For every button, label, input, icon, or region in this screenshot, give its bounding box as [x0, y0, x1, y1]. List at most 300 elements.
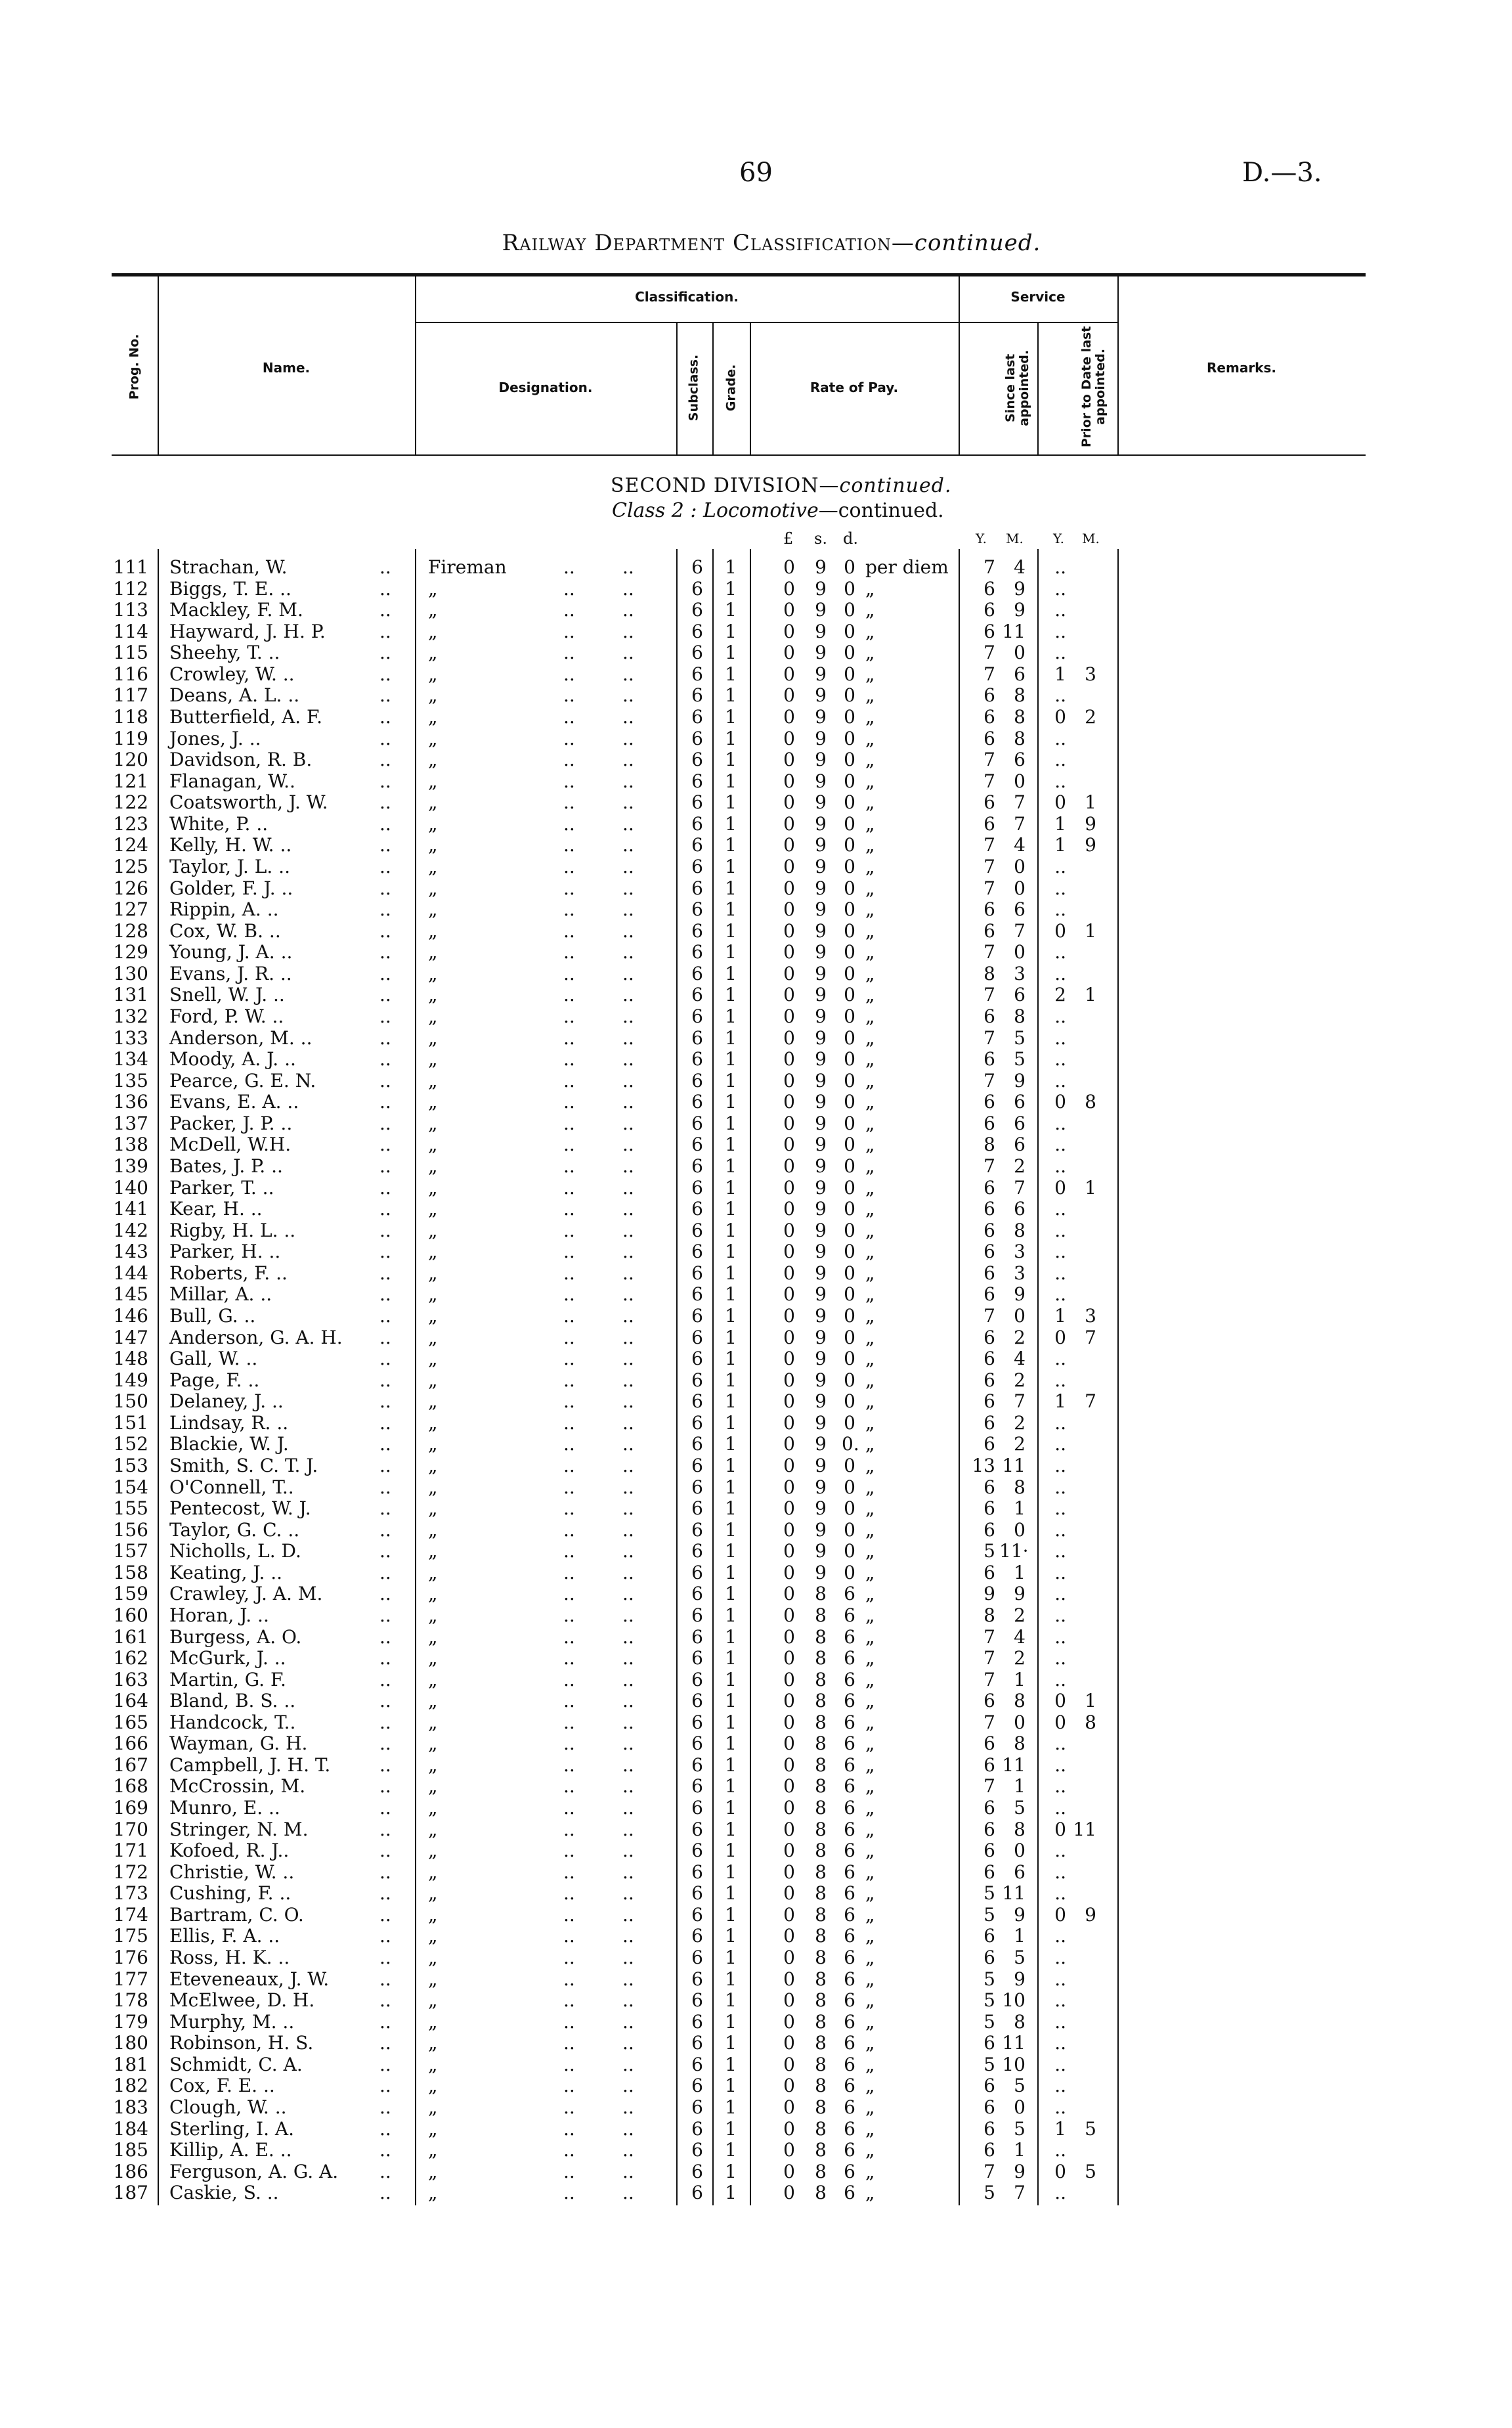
cell-leader: ..	[622, 1476, 634, 1498]
cell-grade: 1	[725, 1219, 737, 1241]
cell-prior-months: 2	[1085, 705, 1096, 728]
cell-since-years: 6	[983, 2032, 995, 2054]
class-name: Locomotive	[703, 499, 819, 522]
cell-prog-no: 119	[113, 727, 148, 749]
cell-leader: ..	[379, 1561, 391, 1583]
cell-designation: „	[428, 2160, 438, 2182]
cell-pay-pence: 6	[844, 1647, 855, 1669]
cell-prior-years: ..	[1054, 1583, 1066, 1605]
cell-designation: „	[428, 1882, 438, 1905]
cell-pay-pounds: 0	[783, 1840, 795, 1862]
cell-since-years: 6	[983, 1048, 995, 1071]
cell-since-years: 6	[983, 727, 995, 749]
cell-pay-pence: 6	[844, 2160, 855, 2182]
cell-name: Pearce, G. E. N.	[169, 1069, 316, 1092]
cell-since-years: 13	[972, 1454, 995, 1476]
cell-grade: 1	[725, 1497, 737, 1520]
cell-pay-unit: „	[865, 620, 875, 642]
cell-since-months: 8	[1014, 1005, 1026, 1027]
cell-subclass: 6	[691, 1112, 703, 1134]
cell-pay-pence: 6	[844, 2182, 855, 2204]
cell-name: Moody, A. J. ..	[169, 1048, 296, 1071]
cell-pay-pounds: 0	[783, 877, 795, 899]
cell-prior-years: ..	[1054, 962, 1066, 984]
cell-name: Killip, A. E. ..	[169, 2139, 292, 2161]
cell-pay-unit: „	[865, 684, 875, 707]
cell-pay-unit: „	[865, 1348, 875, 1370]
cell-leader: ..	[379, 984, 391, 1006]
cell-designation: „	[428, 1690, 438, 1712]
cell-pay-shillings: 9	[815, 1454, 827, 1476]
cell-leader: ..	[379, 684, 391, 707]
cell-pay-pounds: 0	[783, 1091, 795, 1113]
cell-name: Clough, W. ..	[169, 2096, 287, 2119]
cell-leader: ..	[622, 1304, 634, 1327]
cell-prior-months: 5	[1085, 2160, 1096, 2182]
cell-pay-shillings: 9	[815, 749, 827, 771]
cell-name: Crawley, J. A. M.	[169, 1583, 323, 1605]
cell-pay-pence: 0	[844, 941, 855, 963]
cell-prog-no: 176	[113, 1947, 148, 1969]
cell-since-years: 6	[983, 620, 995, 642]
cell-name: Keating, J. ..	[169, 1561, 283, 1583]
cell-pay-pence: 6	[844, 1668, 855, 1690]
cell-prog-no: 131	[113, 984, 148, 1006]
cell-designation: „	[428, 1925, 438, 1947]
cell-prior-years: ..	[1054, 749, 1066, 771]
cell-prior-years: ..	[1054, 1476, 1066, 1498]
cell-leader: ..	[622, 855, 634, 877]
cell-pay-shillings: 8	[815, 1989, 827, 2012]
cell-since-years: 6	[983, 791, 995, 814]
cell-leader: ..	[379, 1925, 391, 1947]
cell-grade: 1	[725, 1733, 737, 1755]
cell-since-months: 8	[1014, 1219, 1026, 1241]
cell-since-months: 10	[1002, 2053, 1026, 2075]
cell-grade: 1	[725, 1176, 737, 1199]
cell-name: Ferguson, A. G. A.	[169, 2160, 339, 2182]
cell-prior-years: ..	[1054, 1369, 1066, 1391]
cell-prior-years: ..	[1054, 1241, 1066, 1263]
cell-since-months: 0	[1014, 941, 1026, 963]
cell-pay-pence: 0	[844, 962, 855, 984]
cell-prior-years: 1	[1054, 812, 1066, 835]
header-service: Service	[1010, 289, 1066, 305]
cell-since-months: 1	[1014, 2139, 1026, 2161]
cell-since-years: 6	[983, 1198, 995, 1220]
cell-name: Kofoed, R. J..	[169, 1840, 290, 1862]
cell-designation: „	[428, 663, 438, 685]
cell-leader: ..	[563, 1625, 575, 1648]
cell-leader: ..	[563, 1304, 575, 1327]
cell-pay-pence: 6	[844, 1861, 855, 1883]
cell-prior-years: ..	[1054, 1518, 1066, 1541]
cell-leader: ..	[379, 1604, 391, 1626]
cell-pay-pence: 0	[844, 1561, 855, 1583]
cell-pay-pounds: 0	[783, 2160, 795, 2182]
cell-pay-unit: „	[865, 877, 875, 899]
cell-pay-pence: 0	[844, 1198, 855, 1220]
cell-grade: 1	[725, 919, 737, 942]
cell-since-months: 0	[1014, 770, 1026, 792]
cell-leader: ..	[622, 834, 634, 856]
cell-pay-pence: 0	[844, 984, 855, 1006]
cell-leader: ..	[563, 1733, 575, 1755]
cell-leader: ..	[622, 1134, 634, 1156]
cell-since-months: 11	[1002, 1754, 1026, 1776]
cell-pay-shillings: 8	[815, 1861, 827, 1883]
cell-since-months: 6	[1014, 898, 1026, 921]
cell-pay-pence: 0	[844, 1005, 855, 1027]
cell-since-months: 0	[1014, 1840, 1026, 1862]
cell-leader: ..	[563, 812, 575, 835]
cell-prog-no: 185	[113, 2139, 148, 2161]
cell-grade: 1	[725, 1818, 737, 1840]
cell-prog-no: 152	[113, 1433, 148, 1455]
cell-leader: ..	[379, 2075, 391, 2097]
cell-leader: ..	[622, 1176, 634, 1199]
cell-prog-no: 126	[113, 877, 148, 899]
cell-since-years: 6	[983, 1176, 995, 1199]
cell-grade: 1	[725, 620, 737, 642]
cell-pay-pounds: 0	[783, 2117, 795, 2140]
cell-since-months: 1	[1014, 1497, 1026, 1520]
cell-grade: 1	[725, 1711, 737, 1733]
cell-leader: ..	[379, 1903, 391, 1926]
cell-since-years: 6	[983, 684, 995, 707]
cell-grade: 1	[725, 2032, 737, 2054]
cell-leader: ..	[379, 1690, 391, 1712]
cell-since-months: 0	[1014, 2096, 1026, 2119]
cell-since-months: 8	[1014, 1476, 1026, 1498]
cell-name: Caskie, S. ..	[169, 2182, 279, 2204]
cell-leader: ..	[622, 1947, 634, 1969]
cell-pay-unit: „	[865, 1454, 875, 1476]
cell-since-years: 6	[983, 1348, 995, 1370]
cell-prog-no: 132	[113, 1005, 148, 1027]
cell-subclass: 6	[691, 941, 703, 963]
cell-name: Robinson, H. S.	[169, 2032, 314, 2054]
cell-leader: ..	[379, 1797, 391, 1819]
cell-since-years: 6	[983, 1733, 995, 1755]
cell-name: Burgess, A. O.	[169, 1625, 302, 1648]
cell-since-months: 2	[1014, 1647, 1026, 1669]
cell-pay-unit: „	[865, 749, 875, 771]
cell-prior-years: ..	[1054, 1989, 1066, 2012]
cell-pay-shillings: 8	[815, 1797, 827, 1819]
cell-leader: ..	[622, 1989, 634, 2012]
cell-leader: ..	[563, 1754, 575, 1776]
cell-pay-pounds: 0	[783, 1518, 795, 1541]
cell-leader: ..	[622, 1155, 634, 1177]
cell-subclass: 6	[691, 984, 703, 1006]
cell-pay-shillings: 8	[815, 2160, 827, 2182]
cell-prior-months: 9	[1085, 1903, 1096, 1926]
cell-since-years: 5	[983, 1882, 995, 1905]
cell-prog-no: 122	[113, 791, 148, 814]
cell-leader: ..	[563, 1283, 575, 1306]
cell-prior-years: ..	[1054, 855, 1066, 877]
cell-prog-no: 111	[113, 556, 148, 578]
cell-subclass: 6	[691, 898, 703, 921]
cell-subclass: 6	[691, 1818, 703, 1840]
cell-grade: 1	[725, 2160, 737, 2182]
cell-prog-no: 163	[113, 1668, 148, 1690]
cell-pay-pounds: 0	[783, 1283, 795, 1306]
cell-pay-pounds: 0	[783, 1583, 795, 1605]
cell-pay-shillings: 9	[815, 1241, 827, 1263]
cell-since-months: 1	[1014, 1561, 1026, 1583]
cell-pay-unit: „	[865, 1176, 875, 1199]
cell-since-years: 7	[983, 1668, 995, 1690]
cell-pay-shillings: 9	[815, 1134, 827, 1156]
cell-designation: „	[428, 1112, 438, 1134]
cell-designation: „	[428, 1818, 438, 1840]
cell-name: Parker, T. ..	[169, 1176, 274, 1199]
cell-pay-pence: 6	[844, 1818, 855, 1840]
cell-pay-unit: „	[865, 791, 875, 814]
cell-leader: ..	[622, 1069, 634, 1092]
cell-prior-years: ..	[1054, 1540, 1066, 1562]
cell-since-months: 4	[1014, 1348, 1026, 1370]
cell-pay-pounds: 0	[783, 642, 795, 664]
cell-prior-years: 0	[1054, 2160, 1066, 2182]
cell-name: Page, F. ..	[169, 1369, 260, 1391]
cell-leader: ..	[563, 1176, 575, 1199]
cell-pay-pounds: 0	[783, 1797, 795, 1819]
cell-prog-no: 173	[113, 1882, 148, 1905]
cell-prior-months: 1	[1085, 1176, 1096, 1199]
cell-pay-unit: „	[865, 1241, 875, 1263]
cell-subclass: 6	[691, 1048, 703, 1071]
cell-pay-unit: „	[865, 1754, 875, 1776]
cell-designation: „	[428, 941, 438, 963]
cell-grade: 1	[725, 1005, 737, 1027]
cell-leader: ..	[563, 2117, 575, 2140]
cell-prog-no: 118	[113, 705, 148, 728]
cell-since-months: 6	[1014, 1861, 1026, 1883]
cell-pay-pounds: 0	[783, 898, 795, 921]
cell-grade: 1	[725, 1091, 737, 1113]
body-col-rule	[712, 549, 714, 2205]
cell-subclass: 6	[691, 791, 703, 814]
cell-leader: ..	[622, 1369, 634, 1391]
cell-since-months: 6	[1014, 1112, 1026, 1134]
cell-leader: ..	[563, 642, 575, 664]
cell-prior-years: ..	[1054, 1840, 1066, 1862]
cell-leader: ..	[622, 941, 634, 963]
cell-leader: ..	[379, 2032, 391, 2054]
cell-pay-unit: „	[865, 705, 875, 728]
cell-pay-unit: „	[865, 1775, 875, 1798]
cell-since-months: 0	[1014, 642, 1026, 664]
cell-designation: Fireman	[428, 556, 507, 578]
cell-designation: „	[428, 1262, 438, 1284]
cell-leader: ..	[379, 577, 391, 600]
cell-leader: ..	[622, 577, 634, 600]
cell-since-years: 6	[983, 1241, 995, 1263]
cell-grade: 1	[725, 2053, 737, 2075]
cell-leader: ..	[563, 1989, 575, 2012]
cell-prog-no: 186	[113, 2160, 148, 2182]
cell-since-months: 4	[1014, 834, 1026, 856]
cell-pay-unit: „	[865, 1026, 875, 1049]
cell-subclass: 6	[691, 2010, 703, 2033]
cell-leader: ..	[379, 1647, 391, 1669]
cell-designation: „	[428, 1989, 438, 2012]
cell-designation: „	[428, 1241, 438, 1263]
cell-pay-pence: 0	[844, 642, 855, 664]
cell-grade: 1	[725, 1968, 737, 1990]
cell-leader: ..	[563, 749, 575, 771]
cell-leader: ..	[622, 705, 634, 728]
cell-pay-pence: 0	[844, 1112, 855, 1134]
cell-designation: „	[428, 1026, 438, 1049]
cell-leader: ..	[379, 1241, 391, 1263]
cell-pay-unit: „	[865, 1091, 875, 1113]
cell-grade: 1	[725, 1540, 737, 1562]
cell-prior-years: ..	[1054, 1411, 1066, 1434]
cell-name: Pentecost, W. J.	[169, 1497, 311, 1520]
cell-name: McGurk, J. ..	[169, 1647, 286, 1669]
cell-subclass: 6	[691, 556, 703, 578]
cell-subclass: 6	[691, 2053, 703, 2075]
cell-prog-no: 142	[113, 1219, 148, 1241]
cell-pay-pence: 6	[844, 1968, 855, 1990]
cell-subclass: 6	[691, 1348, 703, 1370]
cell-leader: ..	[379, 1348, 391, 1370]
cell-designation: „	[428, 1903, 438, 1926]
cell-designation: „	[428, 1219, 438, 1241]
cell-since-years: 7	[983, 941, 995, 963]
cell-prog-no: 140	[113, 1176, 148, 1199]
cell-designation: „	[428, 1176, 438, 1199]
cell-pay-shillings: 8	[815, 2010, 827, 2033]
cell-designation: „	[428, 1411, 438, 1434]
cell-prior-years: ..	[1054, 1561, 1066, 1583]
cell-pay-pounds: 0	[783, 2096, 795, 2119]
cell-since-years: 6	[983, 1818, 995, 1840]
cell-subclass: 6	[691, 1198, 703, 1220]
cell-designation: „	[428, 1861, 438, 1883]
cell-pay-pounds: 0	[783, 1198, 795, 1220]
cell-leader: ..	[379, 705, 391, 728]
cell-leader: ..	[622, 2032, 634, 2054]
cell-since-months: 8	[1014, 684, 1026, 707]
cell-pay-pounds: 0	[783, 1711, 795, 1733]
cell-prior-years: 1	[1054, 1390, 1066, 1413]
cell-pay-unit: „	[865, 1925, 875, 1947]
cell-prog-no: 147	[113, 1326, 148, 1348]
cell-name: Hayward, J. H. P.	[169, 620, 326, 642]
cell-leader: ..	[622, 962, 634, 984]
cell-leader: ..	[622, 1026, 634, 1049]
cell-grade: 1	[725, 834, 737, 856]
cell-grade: 1	[725, 770, 737, 792]
cell-since-years: 5	[983, 2010, 995, 2033]
cell-name: Cox, W. B. ..	[169, 919, 281, 942]
cell-grade: 1	[725, 984, 737, 1006]
cell-since-months: 4	[1014, 556, 1026, 578]
cell-prog-no: 138	[113, 1134, 148, 1156]
cell-designation: „	[428, 1134, 438, 1156]
cell-leader: ..	[563, 791, 575, 814]
cell-leader: ..	[563, 1561, 575, 1583]
cell-pay-pounds: 0	[783, 984, 795, 1006]
cell-prior-years: ..	[1054, 577, 1066, 600]
cell-leader: ..	[622, 1775, 634, 1798]
unit-pounds: £	[783, 529, 794, 548]
cell-designation: „	[428, 727, 438, 749]
body-col-rule	[750, 549, 751, 2205]
cell-since-months: 9	[1014, 1069, 1026, 1092]
cell-subclass: 6	[691, 1390, 703, 1413]
cell-subclass: 6	[691, 1155, 703, 1177]
cell-since-years: 6	[983, 1390, 995, 1413]
cell-leader: ..	[379, 1583, 391, 1605]
cell-pay-unit: „	[865, 898, 875, 921]
cell-since-years: 6	[983, 919, 995, 942]
cell-prior-years: ..	[1054, 1925, 1066, 1947]
cell-name: O'Connell, T..	[169, 1476, 294, 1498]
cell-leader: ..	[379, 1262, 391, 1284]
cell-designation: „	[428, 1797, 438, 1819]
cell-grade: 1	[725, 1903, 737, 1926]
cell-designation: „	[428, 855, 438, 877]
cell-subclass: 6	[691, 1540, 703, 1562]
cell-pay-shillings: 8	[815, 2053, 827, 2075]
cell-designation: „	[428, 577, 438, 600]
cell-since-months: 1	[1014, 1925, 1026, 1947]
classification-rule	[415, 322, 959, 323]
cell-pay-shillings: 8	[815, 1647, 827, 1669]
cell-subclass: 6	[691, 1754, 703, 1776]
cell-prior-years: ..	[1054, 1497, 1066, 1520]
cell-subclass: 6	[691, 1176, 703, 1199]
cell-pay-pounds: 0	[783, 1433, 795, 1455]
cell-prior-months: 9	[1085, 834, 1096, 856]
cell-pay-shillings: 9	[815, 1219, 827, 1241]
cell-prior-months: 9	[1085, 812, 1096, 835]
cell-subclass: 6	[691, 962, 703, 984]
cell-since-years: 5	[983, 1903, 995, 1926]
cell-pay-pence: 0	[844, 1091, 855, 1113]
cell-since-months: 10	[1002, 1989, 1026, 2012]
cell-grade: 1	[725, 855, 737, 877]
cell-pay-pence: 0	[844, 620, 855, 642]
cell-pay-unit: „	[865, 1733, 875, 1755]
cell-since-years: 7	[983, 1775, 995, 1798]
cell-designation: „	[428, 2010, 438, 2033]
cell-grade: 1	[725, 1069, 737, 1092]
cell-name: Bartram, C. O.	[169, 1903, 304, 1926]
cell-pay-pounds: 0	[783, 2010, 795, 2033]
cell-grade: 1	[725, 941, 737, 963]
cell-grade: 1	[725, 1647, 737, 1669]
cell-pay-shillings: 9	[815, 1561, 827, 1583]
cell-name: McElwee, D. H.	[169, 1989, 315, 2012]
cell-leader: ..	[563, 1348, 575, 1370]
cell-leader: ..	[379, 1112, 391, 1134]
cell-leader: ..	[563, 705, 575, 728]
cell-grade: 1	[725, 1861, 737, 1883]
header-prior-to-date: Prior to Date last appointed.	[1079, 326, 1108, 448]
cell-leader: ..	[622, 1048, 634, 1071]
class-heading	[612, 499, 944, 522]
cell-designation: „	[428, 1091, 438, 1113]
cell-designation: „	[428, 1775, 438, 1798]
cell-pay-unit: „	[865, 1668, 875, 1690]
